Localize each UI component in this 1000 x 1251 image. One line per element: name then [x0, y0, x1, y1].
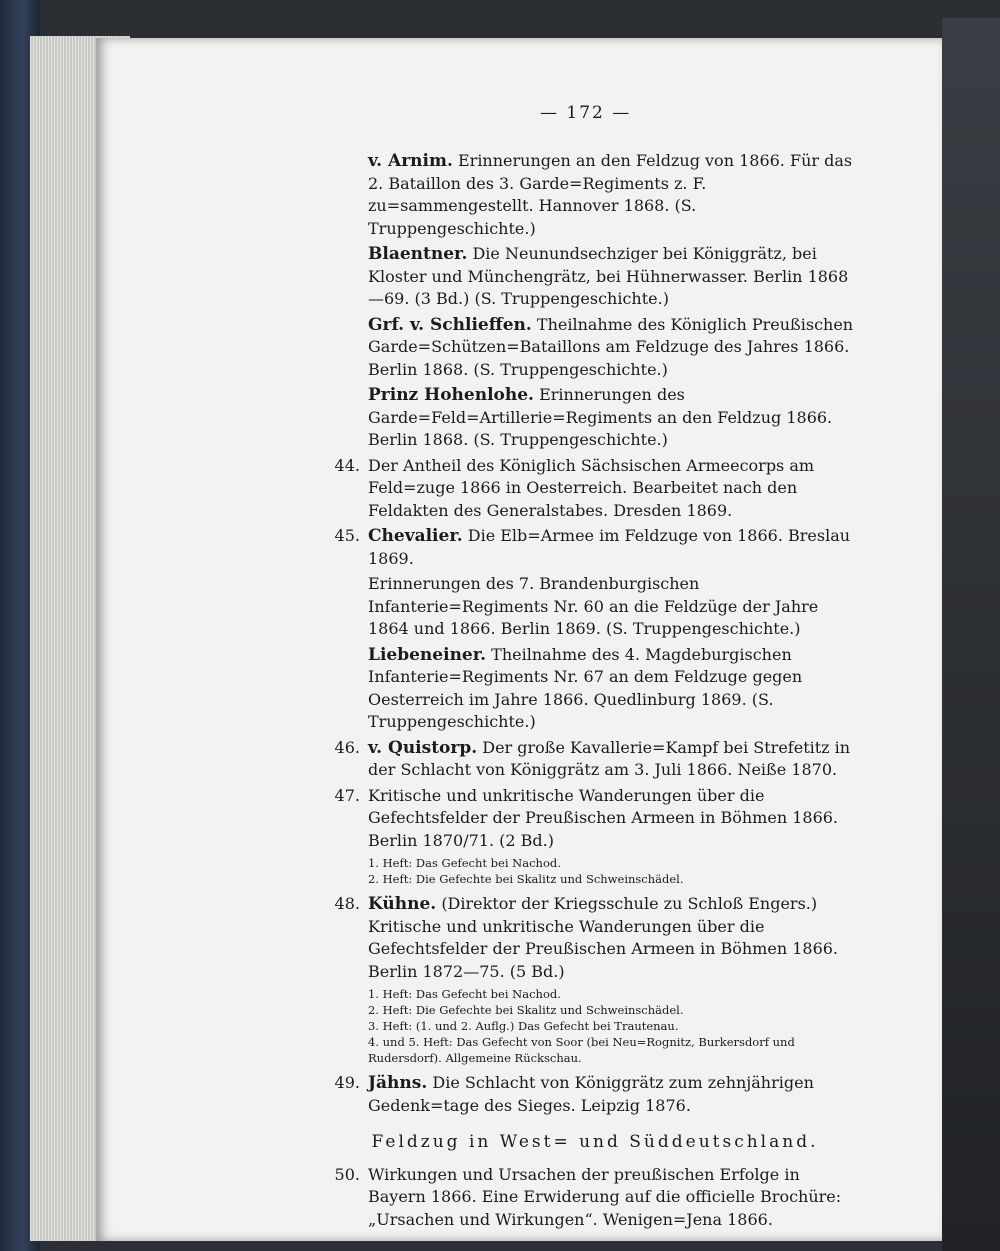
entry-author: Kühne.: [368, 894, 437, 914]
sub-item: 2. Heft: Die Gefechte bei Skalitz und Schweinschädel.: [368, 872, 684, 886]
bibliography-entry: [330, 243, 860, 311]
entry-author: Grf. v. Schlieffen.: [368, 314, 532, 335]
entry-author: Prinz Hohenlohe.: [368, 385, 534, 405]
page-content: [330, 150, 860, 1234]
entry-50: [330, 1164, 860, 1232]
entry-author: v. Arnim.: [368, 151, 453, 171]
bibliography-entry: [330, 314, 860, 382]
page-number: — 172 —: [540, 103, 632, 123]
entry-text: Der Antheil des Königlich Sächsischen Armeecorps am Feld=zuge 1866 in Oesterreich. Bearbeitet nach den Feldakten des Generalstabes. Dresden 1869.: [368, 455, 815, 520]
entry-text: Die Elb=Armee im Feldzuge von 1866. Breslau 1869.: [368, 526, 851, 568]
entry-text: Der große Kavallerie=Kampf bei Strefetitz in der Schlacht von Königgrätz am 3. Juli 1866. Neiße 1870.: [368, 737, 851, 779]
entry-text: Theilnahme des 4. Magdeburgischen Infanterie=Regiments Nr. 67 an dem Feldzuge gegen Oesterreich im Jahre 1866. Quedlinburg 1869. (S. Truppengeschichte.): [368, 644, 803, 731]
sub-item: 4. und 5. Heft: Das Gefecht von Soor (bei Neu=Rognitz, Burkersdorf und Rudersdorf). Allgemeine Rückschau.: [368, 1035, 795, 1065]
bibliography-entry: [330, 455, 860, 523]
entry-text: Erinnerungen des Garde=Feld=Artillerie=Regiments an den Feldzug 1866. Berlin 1868. (S. Truppengeschichte.): [368, 385, 833, 449]
scanner-top-bar: [0, 0, 1000, 38]
entry-text: Wirkungen und Ursachen der preußischen Erfolge in Bayern 1866. Eine Erwiderung auf die officielle Brochüre: „Ursachen und Wirkungen“. Wenigen=Jena 1866.: [368, 1164, 842, 1229]
sub-item: 1. Heft: Das Gefecht bei Nachod.: [368, 987, 561, 1001]
entry-author: Blaentner.: [368, 244, 468, 264]
entry-list: [330, 150, 860, 852]
entry-number: 45.: [334, 526, 360, 545]
bibliography-entry: [330, 150, 860, 240]
bibliography-entry: [330, 384, 860, 452]
sub-item: 1. Heft: Das Gefecht bei Nachod.: [368, 856, 561, 870]
entry-number: 44.: [334, 455, 360, 475]
sub-item: 3. Heft: (1. und 2. Auflg.) Das Gefecht bei Trautenau.: [368, 1019, 679, 1033]
entry-text: Die Schlacht von Königgrätz zum zehnjährigen Gedenk=tage des Sieges. Leipzig 1876.: [368, 1073, 814, 1115]
entry-author: v. Quistorp.: [368, 737, 478, 758]
entry-number: 48.: [334, 894, 360, 913]
entry-number: 50.: [334, 1164, 360, 1184]
bibliography-entry: [330, 785, 860, 853]
entry-text: Kritische und unkritische Wanderungen über die Gefechtsfelder der Preußischen Armeen in Böhmen 1866. Berlin 1870/71. (2 Bd.): [368, 785, 839, 850]
entry-number: 46.: [334, 737, 360, 757]
bibliography-entry: [330, 644, 860, 734]
sub-list-48: [330, 986, 860, 1066]
bibliography-entry: [330, 573, 860, 641]
entry-text: Erinnerungen an den Feldzug von 1866. Für das 2. Bataillon des 3. Garde=Regiments z. F. zu=sammengestellt. Hannover 1868. (S. Truppengeschichte.): [368, 151, 853, 238]
sub-list-47: [330, 855, 860, 887]
scanner-right-strip: [942, 18, 1000, 1251]
entry-49: [330, 1072, 860, 1117]
bibliography-entry: [330, 525, 860, 570]
entry-48: [330, 893, 860, 983]
entry-text: Die Neunundsechziger bei Königgrätz, bei Kloster und Münchengrätz, bei Hühnerwasser. Berlin 1868—69. (3 Bd.) (S. Truppengeschichte.): [368, 244, 849, 308]
entry-number: 47.: [334, 785, 360, 805]
entry-author: Chevalier.: [368, 526, 463, 546]
sub-item: 2. Heft: Die Gefechte bei Skalitz und Schweinschädel.: [368, 1003, 684, 1017]
bibliography-entry: [330, 737, 860, 782]
entry-number: 49.: [334, 1073, 360, 1092]
entry-text: (Direktor der Kriegsschule zu Schloß Engers.) Kritische und unkritische Wanderungen über die Gefechtsfelder der Preußischen Armeen in Böhmen 1866. Berlin 1872—75. (5 Bd.): [368, 894, 839, 981]
section-heading: Feldzug in West= und Süddeutschland.: [371, 1132, 819, 1152]
entry-text: Theilnahme des Königlich Preußischen Garde=Schützen=Bataillons am Feldzuge des Jahres 1866. Berlin 1868. (S. Truppengeschichte.): [368, 314, 854, 379]
entry-author: Liebeneiner.: [368, 644, 487, 665]
entry-text: Erinnerungen des 7. Brandenburgischen Infanterie=Regiments Nr. 60 an die Feldzüge der Jahre 1864 und 1866. Berlin 1869. (S. Truppengeschichte.): [368, 574, 819, 638]
entry-author: Jähns.: [368, 1073, 428, 1093]
